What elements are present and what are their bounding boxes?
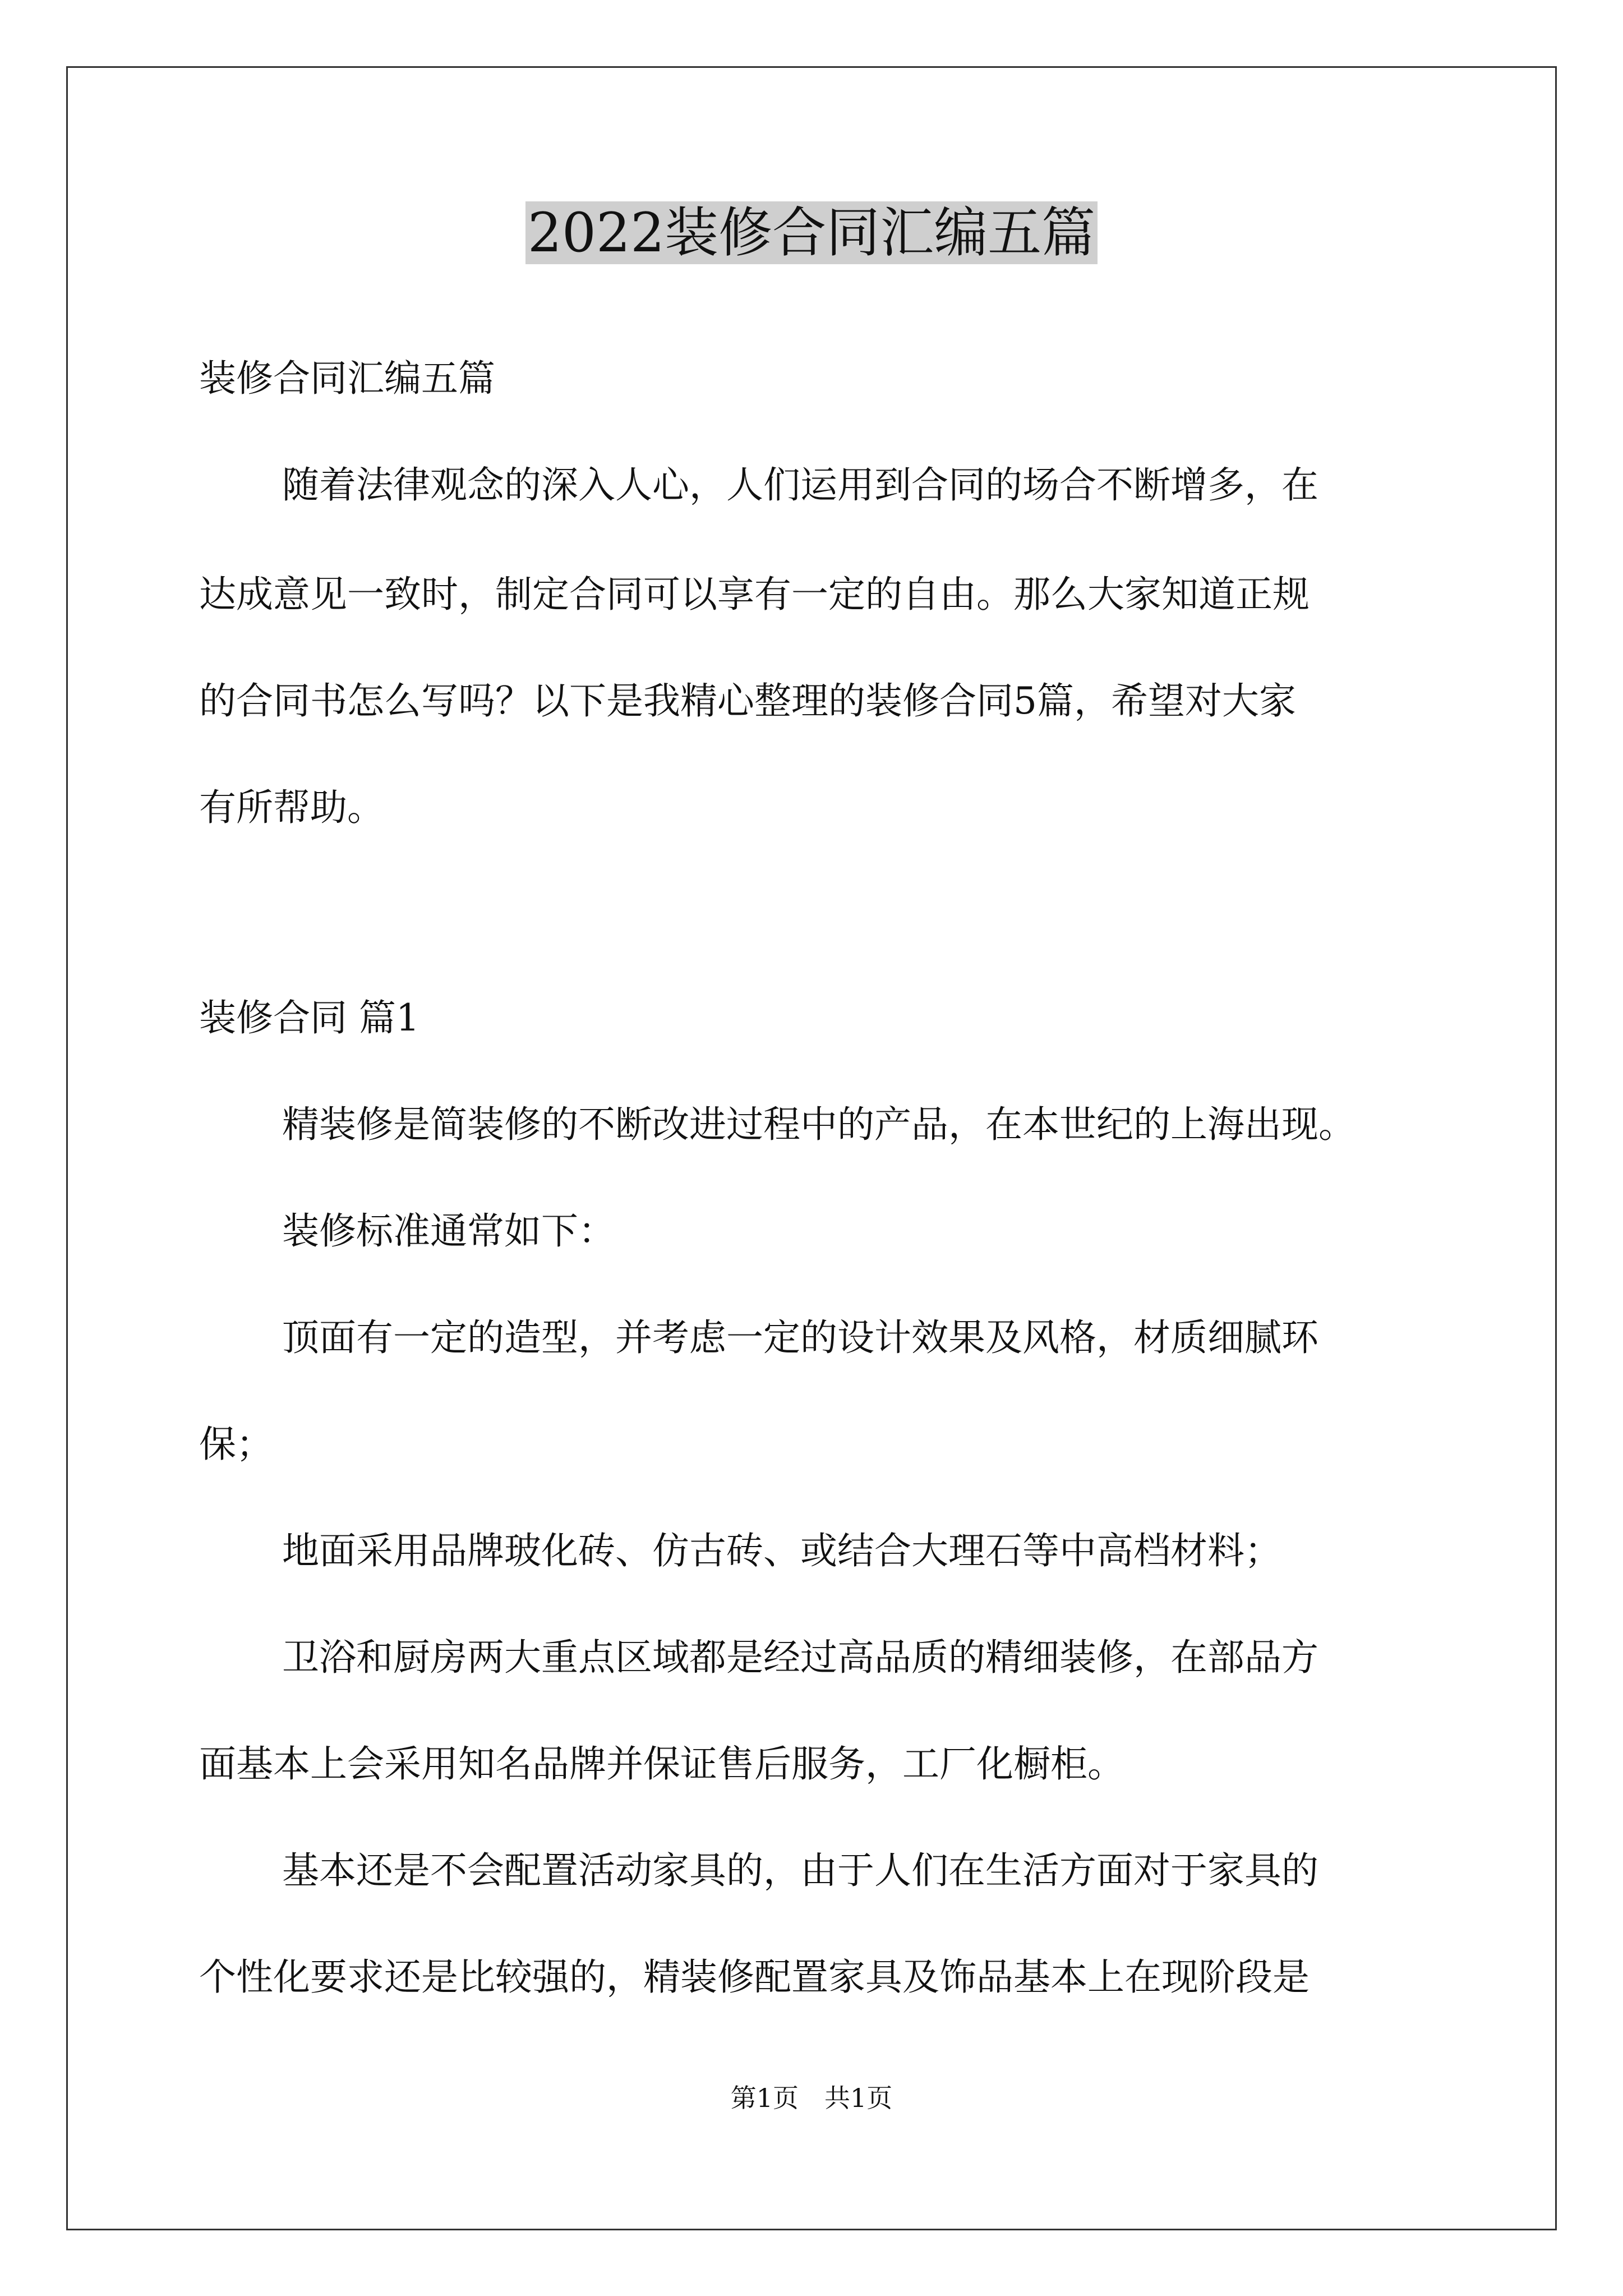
- page-footer: 第1页 共1页: [730, 2083, 893, 2113]
- intro-line: 达成意见一致时，制定合同可以享有一定的自由。那么大家知道正规: [199, 573, 1310, 616]
- document-title-text: 2022装修合同汇编五篇: [525, 201, 1098, 264]
- body-line: 个性化要求还是比较强的，精装修配置家具及饰品基本上在现阶段是: [199, 1955, 1310, 1999]
- body-line: 面基本上会采用知名品牌并保证售后服务，工厂化橱柜。: [199, 1742, 1124, 1786]
- body-line: 基本还是不会配置活动家具的，由于人们在生活方面对于家具的: [282, 1849, 1318, 1892]
- document-subtitle: 装修合同汇编五篇: [199, 357, 495, 400]
- body-line: 卫浴和厨房两大重点区域都是经过高品质的精细装修，在部品方: [282, 1636, 1318, 1679]
- intro-line: 有所帮助。: [199, 786, 384, 829]
- body-line: 顶面有一定的造型，并考虑一定的设计效果及风格，材质细腻环: [282, 1316, 1318, 1359]
- body-line: 装修标准通常如下：: [282, 1209, 615, 1253]
- body-line: 保；: [199, 1423, 273, 1466]
- section-heading: 装修合同 篇1: [199, 996, 419, 1039]
- intro-line: 随着法律观念的深入人心，人们运用到合同的场合不断增多，在: [282, 463, 1318, 507]
- intro-line: 的合同书怎么写吗？以下是我精心整理的装修合同5篇，希望对大家: [199, 679, 1296, 723]
- body-line: 精装修是简装修的不断改进过程中的产品，在本世纪的上海出现。: [282, 1103, 1355, 1146]
- body-line: 地面采用品牌玻化砖、仿古砖、或结合大理石等中高档材料；: [282, 1529, 1281, 1572]
- document-title: [0, 194, 1623, 272]
